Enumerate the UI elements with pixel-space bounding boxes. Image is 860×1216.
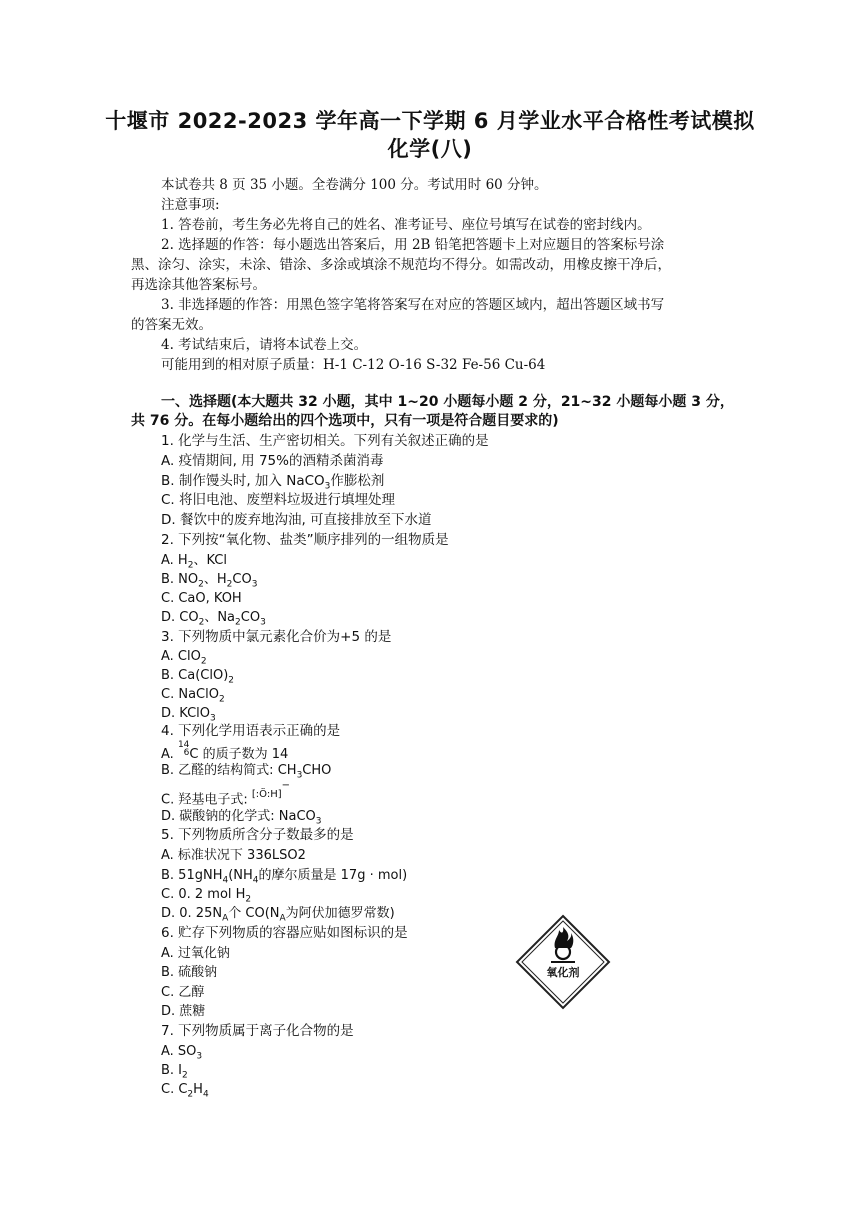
page-title: 十堰市 2022-2023 学年高一下学期 6 月学业水平合格性考试模拟 bbox=[105, 109, 755, 133]
question-1-option-b: B. 制作馒头时, 加入 NaCO$_3$作膨松剂 bbox=[161, 473, 385, 492]
question-6-option-b: B. 硫酸钠 bbox=[161, 965, 218, 980]
question-3-option-b: B. $Ca(ClO)_2$ bbox=[161, 668, 235, 686]
notice-item-2-end: 再选涂其他答案标号。 bbox=[131, 277, 266, 293]
question-3-option-d: D. KClO$_3$ bbox=[161, 706, 216, 724]
section-heading: 一、选择题(本大题共 32 小题，其中 1~20 小题每小题 2 分，21~32 小题每小题 3 分， bbox=[161, 394, 734, 410]
atomic-masses: 可能用到的相对原子质量：H-1 C-12 O-16 S-32 Fe-56 Cu-64 bbox=[161, 357, 546, 373]
question-3-option-c: C. NaClO$_2$ bbox=[161, 687, 225, 705]
question-3-option-a: A. ClO$_2$ bbox=[161, 649, 207, 667]
question-3-stem: 3. 下列物质中氯元素化合价为+5 的是 bbox=[161, 629, 392, 645]
question-2-option-c: C. CaO, KOH bbox=[161, 591, 242, 606]
question-1-option-c: C. 将旧电池、废塑料垃圾进行填埋处理 bbox=[161, 492, 396, 508]
question-7-stem: 7. 下列物质属于离子化合物的是 bbox=[161, 1023, 354, 1039]
notice-item-3-cont: 的答案无效。 bbox=[131, 317, 212, 333]
question-1-stem: 1. 化学与生活、生产密切相关。下列有关叙述正确的是 bbox=[161, 433, 489, 449]
question-2-option-a: A. $H_2$、KCl bbox=[161, 553, 227, 571]
notice-item-4: 4. 考试结束后，请将本试卷上交。 bbox=[161, 337, 368, 353]
question-5-option-d: D. 0. $25N_A$个 $CO(N_A$为阿伏加德罗常数) bbox=[161, 906, 395, 924]
question-4-stem: 4. 下列化学用语表示正确的是 bbox=[161, 723, 341, 739]
question-4-option-c: C. 羟基电子式: $^{[:Ö:H]-}$ bbox=[161, 780, 291, 808]
page-subtitle: 化学(八) bbox=[387, 137, 473, 161]
svg-text:氧化剂: 氧化剂 bbox=[546, 966, 580, 979]
notice-item-2-cont: 黑、涂匀、涂实，未涂、错涂、多涂或填涂不规范均不得分。如需改动，用橡皮擦干净后， bbox=[131, 257, 671, 273]
question-5-option-b: B. $51gNH_4(NH_4$的摩尔质量是 17g · mol) bbox=[161, 868, 408, 886]
question-2-stem: 2. 下列按“氧化物、盐类”顺序排列的一组物质是 bbox=[161, 532, 449, 548]
oxidizer-hazard-icon bbox=[515, 914, 611, 1010]
question-2-option-b: B. $NO_2$、$H_2CO_3$ bbox=[161, 572, 258, 590]
question-7-option-a: A. $SO_3$ bbox=[161, 1044, 203, 1062]
question-6-option-a: A. 过氧化钠 bbox=[161, 946, 230, 961]
question-2-option-d: D. $CO_2$、$Na_2CO_3$ bbox=[161, 610, 266, 628]
hydroxyl-electron-formula: [:Ö:H] bbox=[251, 789, 282, 801]
question-1-option-a: A. 疫情期间, 用 75%的酒精杀菌消毒 bbox=[161, 453, 384, 469]
question-5-option-c: C. 0. 2 mol $H_2$ bbox=[161, 887, 252, 905]
question-7-option-c: C. $C_2H_4$ bbox=[161, 1082, 209, 1100]
section-heading-cont: 共 76 分。在每小题给出的四个选项中，只有一项是符合题目要求的) bbox=[131, 413, 559, 429]
oxidizer-hazard-sign bbox=[515, 914, 611, 1010]
notice-item-3: 3. 非选择题的作答：用黑色签字笔将答案写在对应的答题区域内，超出答题区域书写 bbox=[161, 297, 665, 313]
notice-label: 注意事项: bbox=[161, 197, 220, 213]
question-6-stem: 6. 贮存下列物质的容器应贴如图标识的是 bbox=[161, 925, 408, 941]
question-6-option-d: D. 蔗糖 bbox=[161, 1004, 206, 1019]
question-6-option-c: C. 乙醇 bbox=[161, 985, 205, 1000]
question-7-option-b: B. $I_2$ bbox=[161, 1063, 188, 1081]
question-5-stem: 5. 下列物质所含分子数最多的是 bbox=[161, 827, 354, 843]
question-4-option-a: A. 14 6C 的质子数为 14 bbox=[161, 740, 289, 762]
question-4-option-d: D. 碳酸钠的化学式: NaCO$_3$ bbox=[161, 809, 322, 827]
notice-item-1: 1. 答卷前，考生务必先将自己的姓名、准考证号、座位号填写在试卷的密封线内。 bbox=[161, 217, 651, 233]
notice-item-2: 2. 选择题的作答：每小题选出答案后，用 2B 铅笔把答题卡上对应题目的答案标号涂 bbox=[161, 237, 665, 253]
instructions-intro: 本试卷共 8 页 35 小题。全卷满分 100 分。考试用时 60 分钟。 bbox=[161, 177, 548, 193]
question-1-option-d: D. 餐饮中的废弃地沟油, 可直接排放至下水道 bbox=[161, 512, 432, 528]
question-5-option-a: A. 标准状况下 336LSO2 bbox=[161, 848, 306, 863]
question-4-option-b: B. 乙醛的结构简式: $CH_3CHO$ bbox=[161, 763, 332, 781]
